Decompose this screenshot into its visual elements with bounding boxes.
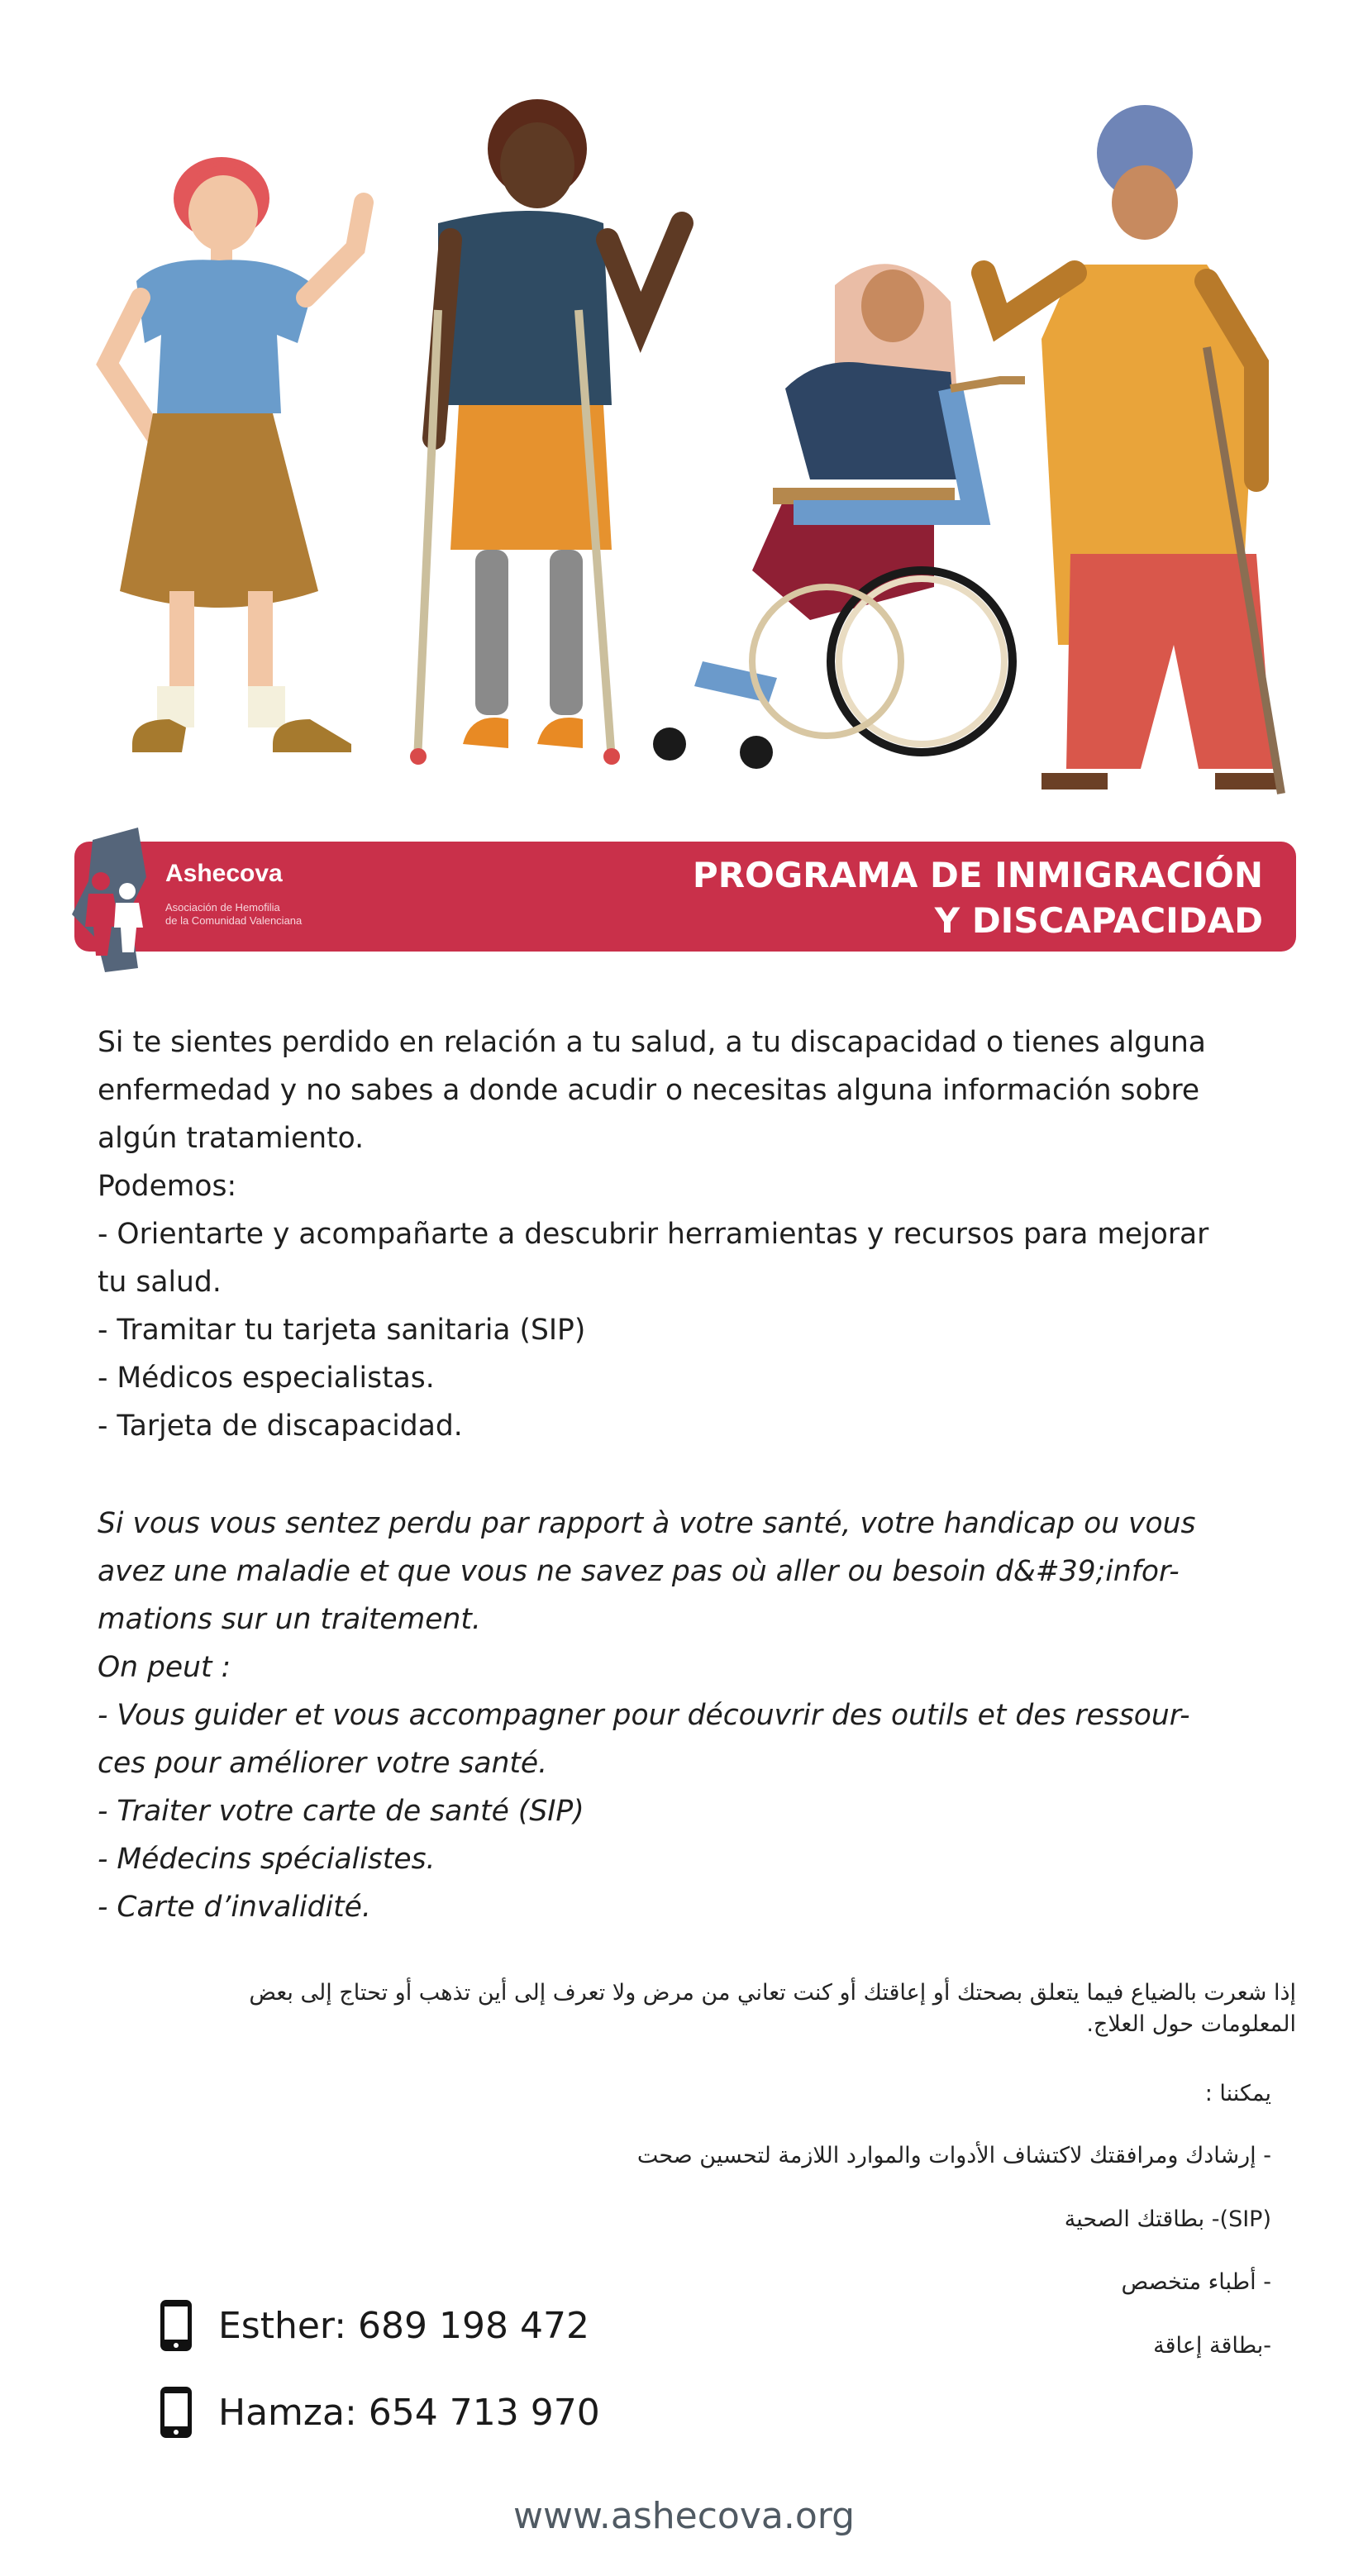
arabic-intro-line1: إذا شعرت بالضياع فيما يتعلق بصحتك أو إعاقتك أو كنت تعاني من مرض ولا تعرف إلى أين تذهب أو تحتاج إلى بعض xyxy=(249,1980,1296,2006)
man-crutches-figure xyxy=(410,99,682,765)
contact-hamza-phone[interactable]: Hamza: 654 713 970 xyxy=(218,2391,600,2434)
contact-esther[interactable] xyxy=(159,2301,589,2350)
french-line: avez une maladie et que vous ne savez pas où aller ou besoin d&#39;infor- xyxy=(98,1555,1180,1588)
spanish-text-block xyxy=(98,1018,1280,1450)
arabic-item-3: - أطباء متخصص xyxy=(1121,2269,1271,2295)
french-line: mations sur un traitement. xyxy=(98,1603,481,1636)
people-illustration xyxy=(0,0,1368,818)
woman-wheelchair-figure xyxy=(653,264,1025,769)
french-line: - Carte d’invalidité. xyxy=(98,1891,371,1924)
spanish-line: - Tramitar tu tarjeta sanitaria (SIP) xyxy=(98,1314,586,1347)
arabic-item-2: (SIP)- بطاقتك الصحية xyxy=(1064,2206,1271,2232)
spanish-line: Si te sientes perdido en relación a tu salud, a tu discapacidad o tienes alguna xyxy=(98,1026,1206,1059)
spanish-line: Podemos: xyxy=(98,1170,237,1203)
mobile-phone-icon xyxy=(159,2387,193,2438)
woman-red-hair-figure xyxy=(107,157,364,752)
spanish-line: - Orientarte y acompañarte a descubrir herramientas y recursos para mejorar xyxy=(98,1218,1209,1251)
arabic-we-can: يمكننا : xyxy=(1204,2081,1271,2106)
banner-title-line2: Y DISCAPACIDAD xyxy=(934,900,1263,941)
french-line: - Traiter votre carte de santé (SIP) xyxy=(98,1795,584,1828)
man-turban-figure xyxy=(984,105,1281,794)
logo-subtitle-line2: de la Comunidad Valenciana xyxy=(165,914,303,927)
banner-title-line1: PROGRAMA DE INMIGRACIÓN xyxy=(692,855,1263,895)
spanish-line: - Tarjeta de discapacidad. xyxy=(98,1410,463,1443)
logo-name: Ashecova xyxy=(165,860,283,887)
logo-subtitle xyxy=(165,901,331,928)
logo-subtitle-line1: Asociación de Hemofilia xyxy=(165,901,280,914)
french-text-block xyxy=(98,1500,1280,1931)
spanish-line: enfermedad y no sabes a donde acudir o necesitas alguna información sobre xyxy=(98,1074,1200,1107)
ashecova-logo-icon xyxy=(68,823,159,972)
arabic-item-4: -بطاقة إعاقة xyxy=(1153,2333,1271,2359)
program-banner xyxy=(74,842,1296,952)
french-line: On peut : xyxy=(98,1651,231,1684)
banner-title xyxy=(693,852,1263,943)
arabic-intro-line2: المعلومات حول العلاج. xyxy=(1086,2011,1296,2037)
french-line: - Médecins spécialistes. xyxy=(98,1843,436,1876)
arabic-intro xyxy=(83,1977,1296,2040)
spanish-line: tu salud. xyxy=(98,1266,222,1299)
french-line: ces pour améliorer votre santé. xyxy=(98,1747,548,1780)
website-link[interactable]: www.ashecova.org xyxy=(512,2495,855,2537)
spanish-line: algún tratamiento. xyxy=(98,1122,365,1155)
contact-esther-phone[interactable]: Esther: 689 198 472 xyxy=(218,2304,589,2347)
mobile-phone-icon xyxy=(159,2300,193,2351)
french-line: Si vous vous sentez perdu par rapport à votre santé, votre handicap ou vous xyxy=(98,1507,1196,1540)
contact-hamza[interactable] xyxy=(159,2388,600,2437)
french-line: - Vous guider et vous accompagner pour découvrir des outils et des ressour- xyxy=(98,1699,1190,1732)
arabic-item-1: - إرشادك ومرافقتك لاكتشاف الأدوات والموارد اللازمة لتحسين صحت xyxy=(636,2143,1271,2168)
spanish-line: - Médicos especialistas. xyxy=(98,1362,435,1395)
